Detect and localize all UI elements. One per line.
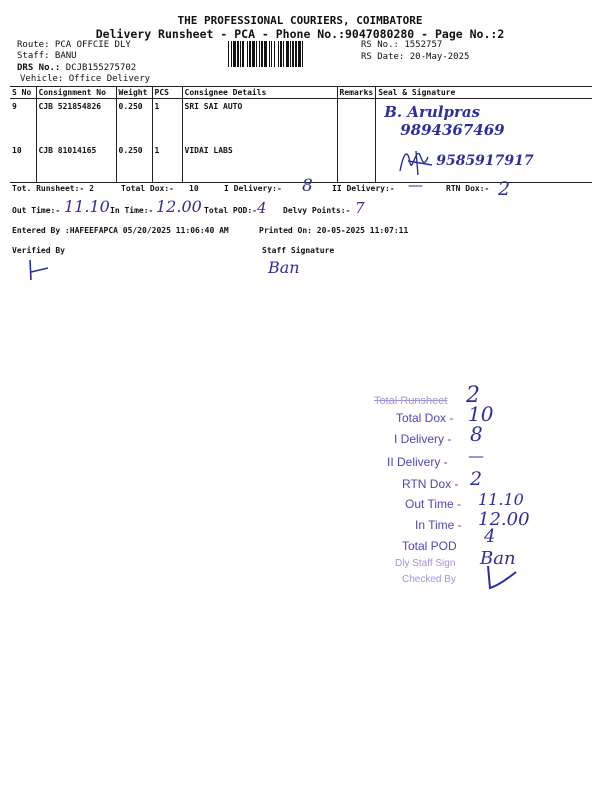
company-title: THE PROFESSIONAL COURIERS, COIMBATORE [177, 14, 423, 27]
col-seal-signature: Seal & Signature [376, 87, 592, 99]
stamp-in-time-label: In Time - [415, 518, 462, 532]
col-consignment: Consignment No [36, 87, 116, 99]
rtn-dox-value: 2 [498, 178, 511, 200]
handwritten-phone: 9585917917 [436, 152, 534, 169]
rtn-dox-label: RTN Dox:- [446, 184, 490, 193]
stamp-staff-sign-value: Ban [480, 548, 516, 569]
verified-by-label: Verified By [12, 246, 65, 255]
out-time-label: Out Time:- [12, 206, 61, 215]
total-pod-label: Total POD:- [204, 206, 257, 215]
delvy-points-label: Delvy Points:- [283, 206, 351, 215]
total-dox-value: 10 [189, 184, 199, 193]
verified-signature [26, 258, 52, 282]
cell-pcs: 1 [152, 143, 182, 183]
stamp-out-time-label: Out Time - [405, 497, 462, 511]
in-time-label: In Time:- [110, 206, 154, 215]
cell-sno: 10 [10, 143, 36, 183]
cell-signature [376, 99, 592, 143]
cell-consignee: SRI SAI AUTO [182, 99, 337, 143]
stamp-ii-delivery-label: II Delivery - [387, 455, 448, 469]
staff-signature-hand: Ban [268, 258, 300, 277]
in-time-value: 12.00 [156, 197, 202, 216]
col-pcs: PCS [152, 87, 182, 99]
entered-by: Entered By :HAFEEFAPCA 05/20/2025 11:06:40 AM [12, 226, 229, 235]
cell-sno: 9 [10, 99, 36, 143]
ii-delivery-value: — [408, 176, 423, 194]
stamp-i-delivery-label: I Delivery - [394, 432, 452, 446]
handwritten-phone: 9894367469 [400, 121, 505, 139]
stamp-rtn-dox-label: RTN Dox - [402, 477, 459, 491]
delvy-points-value: 7 [355, 199, 365, 217]
out-time-value: 11.10 [64, 197, 110, 216]
stamp-total-pod-label: Total POD [402, 539, 457, 553]
stamp-staff-sign-label: Dly Staff Sign [395, 558, 456, 569]
staff-signature-label: Staff Signature [262, 246, 335, 255]
staff-label: Staff: BANU [17, 51, 77, 61]
tot-runsheet: Tot. Runsheet:- 2 [12, 184, 94, 193]
col-sno: S No [10, 87, 36, 99]
total-dox-label: Total Dox:- [121, 184, 174, 193]
printed-on: Printed On: 20-05-2025 11:07:11 [259, 226, 409, 235]
route-label: Route: PCA OFFCIE DLY [17, 40, 131, 50]
vehicle-label: Vehicle: Office Delivery [20, 74, 151, 84]
col-remarks: Remarks [337, 87, 376, 99]
runsheet-table [10, 86, 592, 183]
runsheet-subtitle: Delivery Runsheet - PCA - Phone No.:9047080280 - Page No.:2 [95, 27, 505, 41]
drs-value: DCJB155275702 [65, 63, 137, 73]
col-consignee: Consignee Details [182, 87, 337, 99]
stamp-out-time-value: 11.10 [478, 490, 524, 509]
cell-pcs: 1 [152, 99, 182, 143]
stamp-total-pod-value: 4 [484, 526, 496, 547]
cell-consignment: CJB 81014165 [36, 143, 116, 183]
cell-weight: 0.250 [116, 99, 152, 143]
drs-number [17, 63, 136, 73]
stamp-i-delivery-value: 8 [470, 422, 483, 446]
table-row [10, 143, 592, 183]
i-delivery-label: I Delivery:- [224, 184, 282, 193]
stamp-checked-by-label: Checked By [402, 574, 456, 585]
rs-date: RS Date: 20-May-2025 [361, 52, 470, 62]
stamp-total-runsheet-value: 2 [466, 383, 480, 408]
cell-consignment: CJB 521854826 [36, 99, 116, 143]
stamp-ii-delivery-value: — [468, 446, 484, 465]
total-pod-value: 4 [257, 199, 267, 217]
stamp-in-time-value: 12.00 [478, 509, 530, 530]
stamp-total-runsheet-label: Total Runsheet [374, 395, 448, 407]
cell-remarks [337, 99, 376, 143]
drs-label: DRS No.: [17, 63, 61, 73]
ii-delivery-label: II Delivery:- [332, 184, 395, 193]
handwritten-name: B. Arulpras [384, 103, 481, 121]
stamp-total-dox-value: 10 [468, 402, 494, 426]
col-weight: Weight [116, 87, 152, 99]
cell-consignee: VIDAI LABS [182, 143, 337, 183]
i-delivery-value: 8 [302, 176, 313, 196]
stamp-total-dox-label: Total Dox - [396, 411, 454, 425]
cell-remarks [337, 143, 376, 183]
table-row [10, 99, 592, 143]
barcode [228, 41, 356, 67]
rs-number: RS No.: 1552757 [361, 40, 443, 50]
signature-scribble [394, 145, 438, 177]
checked-by-signature [480, 564, 520, 592]
cell-weight: 0.250 [116, 143, 152, 183]
stamp-rtn-dox-value: 2 [470, 468, 483, 490]
